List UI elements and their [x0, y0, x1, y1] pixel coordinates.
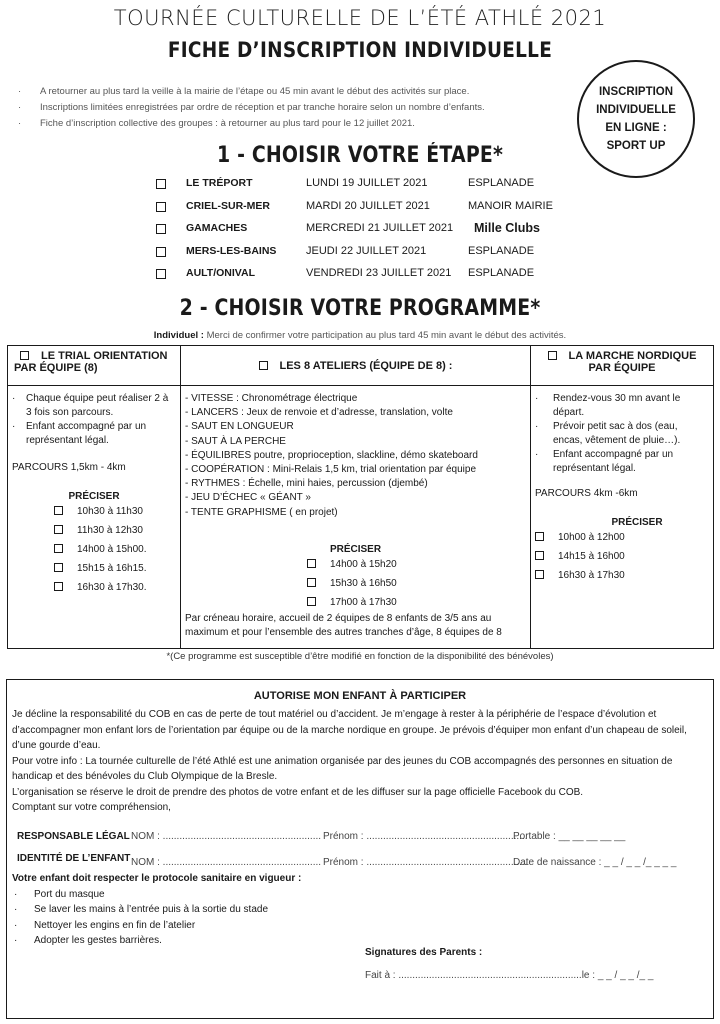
time-slot[interactable]: [54, 559, 180, 578]
stage-place: ESPLANADE: [468, 267, 535, 279]
marche-bullet: · Prévoir petit sac à dos (eau, encas, vêtement de pluie…).: [531, 420, 707, 448]
checkbox[interactable]: [54, 563, 63, 572]
checkbox[interactable]: [535, 551, 544, 560]
intro-item: · A retourner au plus tard la veille à la mairie de l’étape ou 45 min avant le début des activités sur place.: [18, 84, 538, 100]
atelier-item: - VITESSE : Chronométrage électrique: [185, 393, 358, 404]
marche-parcours: PARCOURS 4km -6km: [535, 488, 638, 499]
document-title: TOURNÉE CULTURELLE DE L’ÉTÉ ATHLÉ 2021: [113, 6, 607, 30]
stage-date: JEUDI 22 JUILLET 2021: [306, 245, 427, 257]
stage-city: CRIEL-SUR-MER: [186, 200, 270, 212]
stage-place: MANOIR MAIRIE: [468, 200, 553, 212]
checkbox[interactable]: [535, 570, 544, 579]
ateliers-column: [181, 386, 531, 649]
section2-title: 2 - CHOISIR VOTRE PROGRAMME*: [179, 296, 541, 321]
checkbox[interactable]: [156, 269, 166, 279]
time-slot[interactable]: [535, 566, 713, 585]
stage-date: VENDREDI 23 JUILLET 2021: [306, 267, 452, 279]
trial-column: [8, 386, 181, 649]
checkbox[interactable]: [20, 351, 29, 360]
time-slot[interactable]: [535, 528, 713, 547]
ateliers-heading[interactable]: [181, 346, 531, 386]
time-slot[interactable]: [54, 540, 180, 559]
trial-bullets: [8, 392, 180, 448]
slot-label: 15h15 à 16h15.: [77, 563, 147, 574]
ateliers-footer: Par créneau horaire, accueil de 2 équipes de 8 enfants de 3/5 ans au maximum et pour l’ensemble des autres tranches d’âge, 8 équipes de 8: [185, 612, 502, 638]
authorization-paragraph: Pour votre info : La tournée culturelle de l’été Athlé est une animation organisée par des jeunes du COB accompagnés des personnes en situation de handicap et des bénévoles du Club Olympique de la Bresle.: [12, 755, 673, 782]
checkbox[interactable]: [259, 361, 268, 370]
authorization-text: [12, 707, 707, 816]
ateliers-list: [185, 392, 530, 520]
trial-slots: [54, 502, 180, 597]
checkbox[interactable]: [307, 597, 316, 606]
time-slot[interactable]: [307, 574, 530, 593]
marche-heading-text: LA MARCHE NORDIQUE PAR ÉQUIPE: [568, 350, 697, 374]
checkbox[interactable]: [307, 559, 316, 568]
protocol-item: · Nettoyer les engins en fin de l’atelier: [12, 918, 301, 934]
checkbox[interactable]: [54, 582, 63, 591]
authorization-paragraph: L’organisation se réserve le droit de prendre des photos de votre enfant et de les diffuser sur la page officielle Facebook du COB.: [12, 786, 584, 798]
enfant-prenom-field[interactable]: Prénom : ..........................................................: [323, 857, 528, 868]
trial-bullet: · Enfant accompagné par un représentant légal.: [8, 420, 174, 448]
trial-parcours: PARCOURS 1,5km - 4km: [12, 462, 126, 473]
online-registration-badge[interactable]: INSCRIPTION INDIVIDUELLE EN LIGNE : SPORT UP: [577, 60, 695, 178]
stage-city: AULT/ONIVAL: [186, 267, 256, 279]
authorization-paragraph: Comptant sur votre compréhension,: [12, 802, 171, 813]
marche-bullet: · Rendez-vous 30 mn avant le départ.: [531, 392, 707, 420]
atelier-item: - TENTE GRAPHISME ( en projet): [185, 506, 338, 518]
slot-label: 11h30 à 12h30: [77, 525, 143, 536]
ateliers-preciser: PRÉCISER: [329, 543, 382, 555]
checkbox[interactable]: [307, 578, 316, 587]
slot-label: 10h30 à 11h30: [77, 506, 143, 517]
stage-row[interactable]: [156, 199, 716, 221]
protocol-title: Votre enfant doit respecter le protocole sanitaire en vigueur :: [12, 873, 302, 884]
checkbox[interactable]: [156, 202, 166, 212]
atelier-item: - COOPÉRATION : Mini-Relais 1,5 km, trial orientation par équipe: [185, 464, 477, 476]
stage-city: GAMACHES: [186, 222, 248, 234]
section1-title: 1 - CHOISIR VOTRE ÉTAPE*: [216, 143, 504, 168]
checkbox[interactable]: [156, 247, 166, 257]
slot-label: 14h00 à 15h00.: [77, 544, 147, 555]
time-slot[interactable]: [307, 593, 530, 612]
enfant-label: IDENTITÉ DE L’ENFANT: [17, 853, 131, 864]
ateliers-heading-text: LES 8 ATELIERS (ÉQUIPE DE 8) :: [279, 359, 453, 372]
stage-row[interactable]: [156, 244, 716, 266]
atelier-item: - SAUT À LA PERCHE: [185, 435, 286, 447]
slot-label: 10h00 à 12h00: [558, 532, 625, 543]
time-slot[interactable]: [535, 547, 713, 566]
marche-bullet: · Enfant accompagné par un représentant légal.: [531, 448, 707, 476]
fait-field[interactable]: Fait à : ..................................................................le : _ _ / _ _ /_ _: [365, 970, 654, 981]
trial-bullet: · Chaque équipe peut réaliser 2 à 3 fois son parcours.: [8, 392, 174, 420]
birthdate-field[interactable]: Date de naissance : _ _ / _ _ /_ _ _ _: [513, 857, 677, 868]
slot-label: 16h30 à 17h30: [558, 570, 625, 581]
time-slot[interactable]: [307, 555, 530, 574]
individual-text: Merci de confirmer votre participation au plus tard 45 min avant le début des activités.: [206, 330, 567, 341]
atelier-item: - JEU D’ÉCHEC « GÉANT »: [185, 492, 311, 504]
signatures-label: Signatures des Parents :: [365, 947, 483, 958]
stage-row[interactable]: [156, 221, 716, 243]
stage-row[interactable]: [156, 266, 716, 288]
document-subtitle: FICHE D’INSCRIPTION INDIVIDUELLE: [167, 38, 553, 62]
checkbox[interactable]: [535, 532, 544, 541]
responsable-nom-field[interactable]: NOM : .........................................................: [131, 831, 322, 842]
intro-item: · Fiche d’inscription collective des groupes : à retourner au plus tard pour le 12 juillet 2021.: [18, 116, 538, 132]
protocol-item: · Adopter les gestes barrières.: [12, 933, 301, 949]
stage-date: MARDI 20 JUILLET 2021: [306, 200, 430, 212]
checkbox[interactable]: [156, 224, 166, 234]
ateliers-slots: [307, 555, 530, 612]
protocol-item: · Se laver les mains à l’entrée puis à la sortie du stade: [12, 902, 301, 918]
individual-label: Individuel :: [153, 330, 204, 341]
marche-slots: [535, 528, 713, 585]
checkbox[interactable]: [54, 506, 63, 515]
intro-list: [18, 84, 538, 132]
atelier-item: - SAUT EN LONGUEUR: [185, 421, 294, 433]
responsable-label: RESPONSABLE LÉGAL: [17, 831, 130, 842]
stage-city: LE TRÉPORT: [186, 177, 253, 189]
individual-note: [0, 330, 720, 341]
responsable-prenom-field[interactable]: Prénom : ..........................................................: [323, 831, 528, 842]
intro-item: · Inscriptions limitées enregistrées par ordre de réception et par tranche horaire selon un nombre d’enfants.: [18, 100, 538, 116]
checkbox[interactable]: [54, 544, 63, 553]
atelier-item: - LANCERS : Jeux de renvoie et d’adresse, translation, volte: [185, 407, 453, 419]
portable-field[interactable]: Portable : __ __ __ __ __: [513, 831, 626, 842]
trial-preciser: PRÉCISER: [68, 491, 120, 502]
marche-heading[interactable]: [531, 346, 714, 386]
stage-city: MERS-LES-BAINS: [186, 245, 277, 257]
trial-heading[interactable]: [8, 346, 181, 386]
trial-heading-text: LE TRIAL ORIENTATION PAR ÉQUIPE (8): [14, 350, 168, 374]
checkbox[interactable]: [156, 179, 166, 189]
stage-date: MERCREDI 21 JUILLET 2021: [306, 222, 454, 234]
stage-row[interactable]: [156, 176, 716, 198]
time-slot[interactable]: [54, 521, 180, 540]
enfant-nom-field[interactable]: NOM : .........................................................: [131, 857, 322, 868]
stage-date: LUNDI 19 JUILLET 2021: [306, 177, 428, 189]
slot-label: 15h30 à 16h50: [330, 577, 397, 589]
atelier-item: - RYTHMES : Échelle, mini haies, percussion (djembé): [185, 478, 428, 490]
checkbox[interactable]: [548, 351, 557, 360]
authorization-box: [6, 679, 714, 1019]
program-note: *(Ce programme est susceptible d’être modifié en fonction de la disponibilité des bénévoles): [166, 651, 554, 662]
authorization-paragraph: Je décline la responsabilité du COB en cas de perte de tout matériel ou d’accident. Je m’engage à rester à la périphérie de l’espace d’évolution et d’accompagner mon enfant lors de l’orientation par équipe ou de la marche nordique en groupe. Je prévois d’équiper mon enfant d’un chapeau de soleil, d’une gourde d’eau.: [12, 709, 687, 751]
marche-preciser: PRÉCISER: [611, 517, 663, 528]
slot-label: 16h30 à 17h30.: [77, 582, 147, 593]
checkbox[interactable]: [54, 525, 63, 534]
atelier-item: - ÉQUILIBRES poutre, proprioception, slackline, démo skateboard: [185, 449, 478, 461]
stage-place: Mille Clubs: [474, 221, 540, 235]
protocol-item: · Port du masque: [12, 887, 301, 903]
time-slot[interactable]: [54, 502, 180, 521]
program-table: [7, 345, 714, 649]
authorization-title: AUTORISE MON ENFANT À PARTICIPER: [253, 690, 467, 702]
protocol-section: [12, 871, 301, 949]
slot-label: 14h15 à 16h00: [558, 551, 625, 562]
slot-label: 17h00 à 17h30: [330, 596, 397, 608]
stage-place: ESPLANADE: [468, 245, 535, 257]
slot-label: 14h00 à 15h20: [330, 558, 397, 570]
marche-bullets: [531, 392, 713, 476]
time-slot[interactable]: [54, 578, 180, 597]
stage-place: ESPLANADE: [468, 177, 535, 189]
marche-column: [531, 386, 714, 649]
